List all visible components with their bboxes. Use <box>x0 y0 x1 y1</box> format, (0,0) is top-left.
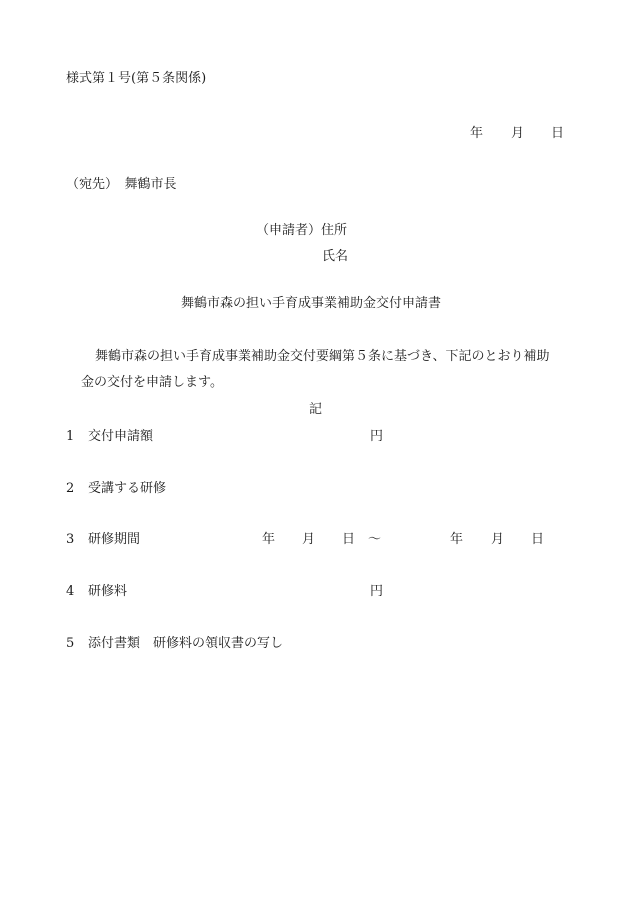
form-number: 様式第１号(第５条関係) <box>66 71 207 86</box>
body-line-2: 金の交付を申請します。 <box>81 375 223 390</box>
item-3-start-day: 日 <box>342 532 356 547</box>
item-1-label: 交付申請額 <box>88 429 154 444</box>
document-title: 舞鶴市森の担い手育成事業補助金交付申請書 <box>181 296 442 311</box>
item-3-tilde: ～ <box>368 532 382 547</box>
item-3-end-year: 年 <box>450 532 464 547</box>
body-line-1: 舞鶴市森の担い手育成事業補助金交付要綱第５条に基づき、下記のとおり補助 <box>95 349 550 364</box>
item-4-unit: 円 <box>370 584 384 599</box>
item-5-number: 5 <box>66 636 75 651</box>
item-3-end-day: 日 <box>531 532 545 547</box>
item-3-number: 3 <box>66 532 75 547</box>
item-1-unit: 円 <box>370 429 384 444</box>
applicant-name-label: 氏名 <box>322 249 349 264</box>
date-month: 月 <box>511 126 525 141</box>
addressee: （宛先） 舞鶴市長 <box>66 177 177 192</box>
item-5-label: 添付書類 研修料の領収書の写し <box>88 636 284 651</box>
item-4-number: 4 <box>66 584 75 599</box>
date-year: 年 <box>470 126 484 141</box>
item-2-label: 受講する研修 <box>88 481 167 496</box>
item-3-label: 研修期間 <box>88 532 141 547</box>
date-day: 日 <box>551 126 565 141</box>
ki-heading: 記 <box>309 402 323 417</box>
item-2-number: 2 <box>66 481 75 496</box>
item-3-end-month: 月 <box>491 532 505 547</box>
item-4-label: 研修料 <box>88 584 128 599</box>
item-3-start-month: 月 <box>302 532 316 547</box>
item-1-number: 1 <box>66 429 75 444</box>
item-3-start-year: 年 <box>262 532 276 547</box>
applicant-address-label: （申請者）住所 <box>256 223 348 238</box>
